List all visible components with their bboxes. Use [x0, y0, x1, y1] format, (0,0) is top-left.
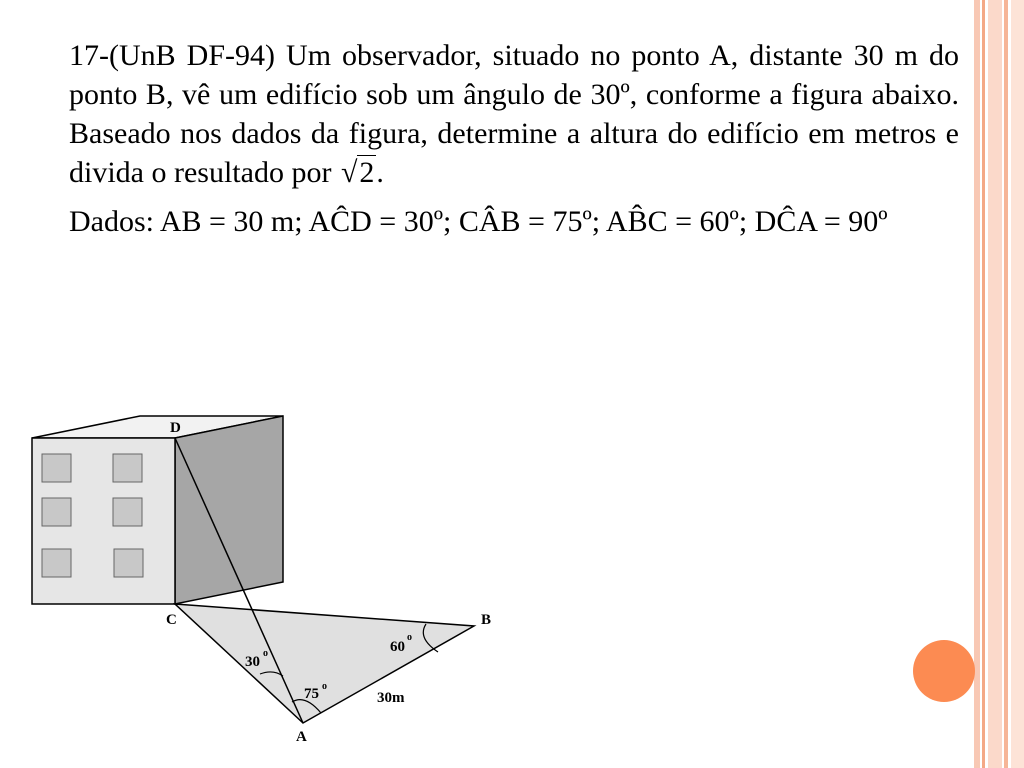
label-a: A: [296, 729, 307, 745]
decorative-border: [974, 0, 1024, 768]
angle-label-60-sup: o: [407, 632, 412, 643]
radical-symbol: √: [340, 156, 358, 189]
border-stripe: [974, 0, 980, 768]
window: [42, 454, 71, 482]
problem-statement: [69, 36, 959, 192]
label-b: B: [481, 612, 492, 628]
problem-data: Dados: AB = 30 m; AĈD = 30º; CÂB = 75º; AB̂C = 60º; DĈA = 90º: [69, 205, 888, 238]
geometry-figure: [25, 408, 505, 748]
window: [114, 549, 143, 577]
angle-label-30-sup: o: [263, 648, 268, 659]
distance-label: 30m: [377, 690, 405, 706]
ground-triangle: [175, 604, 474, 723]
window: [42, 549, 71, 577]
building-side: [175, 416, 283, 604]
statement-text: 17-(UnB DF-94) Um observador, situado no ponto A, distante 30 m do ponto B, vê um edifício sob um ângulo de 30º, conforme a figura abaixo. Baseado nos dados da figura, determine a altura do edifício em metros e divida o resultado por: [69, 39, 959, 189]
angle-label-75-sup: o: [322, 681, 327, 692]
border-stripe: [1004, 0, 1008, 768]
decorative-circle: [913, 640, 975, 702]
problem-text: [69, 36, 959, 241]
border-stripe: [1011, 0, 1024, 768]
angle-label-60: 60: [390, 639, 405, 655]
angle-label-75: 75: [304, 686, 319, 702]
border-stripe: [988, 0, 1002, 768]
window: [113, 454, 142, 482]
label-c: C: [166, 612, 177, 628]
radicand: 2: [359, 156, 375, 189]
border-stripe: [982, 0, 985, 768]
statement-end: .: [376, 156, 384, 189]
label-d: D: [170, 420, 181, 436]
window: [113, 498, 142, 526]
window: [42, 498, 71, 526]
sqrt-expression: [339, 153, 376, 192]
angle-label-30: 30: [245, 654, 260, 670]
